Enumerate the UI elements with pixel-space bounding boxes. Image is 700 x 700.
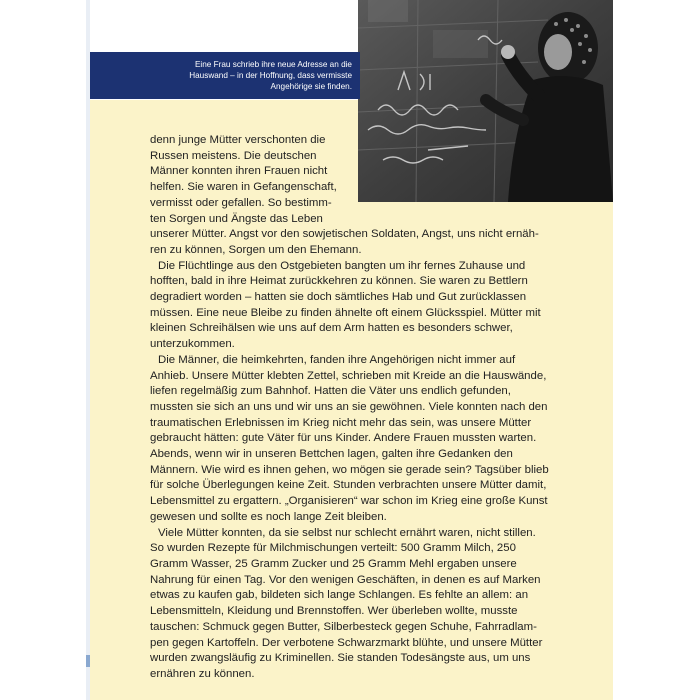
body-text-line: kleinen Schreihälsen wie uns auf dem Arm hatten es besonders schwer, bbox=[150, 322, 513, 335]
body-text-line: liefen regelmäßig zum Bahnhof. Hatten die Väter uns endlich gefunden, bbox=[150, 385, 511, 398]
body-text-line: helfen. Sie waren in Gefangenschaft, bbox=[150, 181, 337, 194]
body-text-line: Lebensmittel zu ergattern. „Organisieren“ war schon im Krieg eine große Kunst bbox=[150, 495, 548, 508]
body-text-line: denn junge Mütter verschonten die bbox=[150, 134, 326, 146]
article-body-text bbox=[150, 133, 549, 683]
body-text-line: Lebensmitteln, Kleidung und Brennstoffen. Wer überleben wollte, musste bbox=[150, 605, 518, 618]
body-text-line: müssen. Eine neue Bleibe zu finden ähnelte oft einem Glücksspiel. Mütter mit bbox=[150, 306, 541, 319]
body-text-line: für solche Überlegungen keine Zeit. Stunden verbrachten unsere Mütter damit, bbox=[150, 479, 547, 492]
body-text-line: ernähren zu können. bbox=[150, 667, 255, 680]
caption-line: Hauswand – in der Hoffnung, dass vermisste bbox=[189, 71, 352, 80]
body-text-line: etwas zu kaufen gab, bildeten sich lange Schlangen. Es fehlte an allem: an bbox=[150, 589, 529, 602]
body-text-line: ren zu können, Sorgen um den Ehemann. bbox=[150, 243, 362, 256]
body-text-line: unterzukommen. bbox=[150, 338, 235, 351]
body-text-line: mussten sie sich an uns und wir uns an sie gewöhnen. Viele konnten nach den bbox=[150, 400, 548, 413]
caption-line: Angehörige sie finden. bbox=[270, 82, 352, 91]
body-text-line: Abends, wenn wir in unseren Bettchen lagen, galten ihre Gedanken den bbox=[150, 448, 513, 461]
body-text-line: Männer konnten ihren Frauen nicht bbox=[150, 165, 328, 178]
body-text-line: vermisst oder gefallen. So bestimm- bbox=[150, 196, 332, 209]
body-text-line: tauschen: Schmuck gegen Butter, Silberbesteck gegen Schuhe, Fahrradlam- bbox=[150, 620, 537, 633]
caption-line: Eine Frau schrieb ihre neue Adresse an die bbox=[194, 60, 352, 69]
body-text-line: wurden zwangsläufig zu Kriminellen. Sie standen Todesängste aus, um uns bbox=[150, 652, 531, 665]
body-text-line: traumatischen Erlebnissen im Krieg nicht mehr das sein, was unsere Mütter bbox=[150, 416, 532, 429]
body-text-line: Gramm Wasser, 25 Gramm Zucker und 25 Gramm Mehl ergaben unsere bbox=[150, 557, 517, 570]
body-text-line: ten Sorgen und Ängste das Leben bbox=[150, 212, 323, 225]
body-text-line: Russen meistens. Die deutschen bbox=[150, 149, 317, 162]
body-text-line: pen gegen Kartoffeln. Der verbotene Schwarzmarkt blühte, und unsere Mütter bbox=[150, 636, 543, 649]
paragraph-first-line: Viele Mütter konnten, da sie selbst nur schlecht ernährt waren, nicht stillen. bbox=[158, 526, 536, 539]
body-text-line: unserer Mütter. Angst vor den sowjetischen Soldaten, Angst, uns nicht ernäh- bbox=[150, 228, 539, 241]
body-text-line: gebraucht hätten: gute Väter für uns Kinder. Andere Frauen mussten warten. bbox=[150, 432, 537, 445]
paragraph-first-line: Die Flüchtlinge aus den Ostgebieten bangten um ihr fernes Zuhause und bbox=[158, 259, 526, 272]
body-text-line: So wurden Rezepte für Milchmischungen verteilt: 500 Gramm Milch, 250 bbox=[150, 542, 516, 555]
body-text-line: gewesen und sollte es noch lange Zeit bleiben. bbox=[150, 510, 387, 523]
body-text-line: Männern. Wie wird es ihnen gehen, wo mögen sie gerade sein? Tagsüber blieb bbox=[150, 463, 549, 476]
body-text-line: Nahrung für einen Tag. Vor den wenigen Geschäften, in denen es auf Marken bbox=[150, 573, 541, 586]
photo-caption bbox=[90, 52, 360, 99]
body-text-line: hofften, bald in ihre Heimat zurückkehren zu können. Sie waren zu Bettlern bbox=[150, 275, 528, 288]
body-text-line: degradiert worden – hatten sie doch sämtliches Hab und Gut zurücklassen bbox=[150, 291, 527, 304]
body-text-line: Anhieb. Unsere Mütter klebten Zettel, schrieben mit Kreide an die Hauswände, bbox=[150, 369, 547, 382]
paragraph-first-line: Die Männer, die heimkehrten, fanden ihre Angehörigen nicht immer auf bbox=[158, 353, 516, 366]
